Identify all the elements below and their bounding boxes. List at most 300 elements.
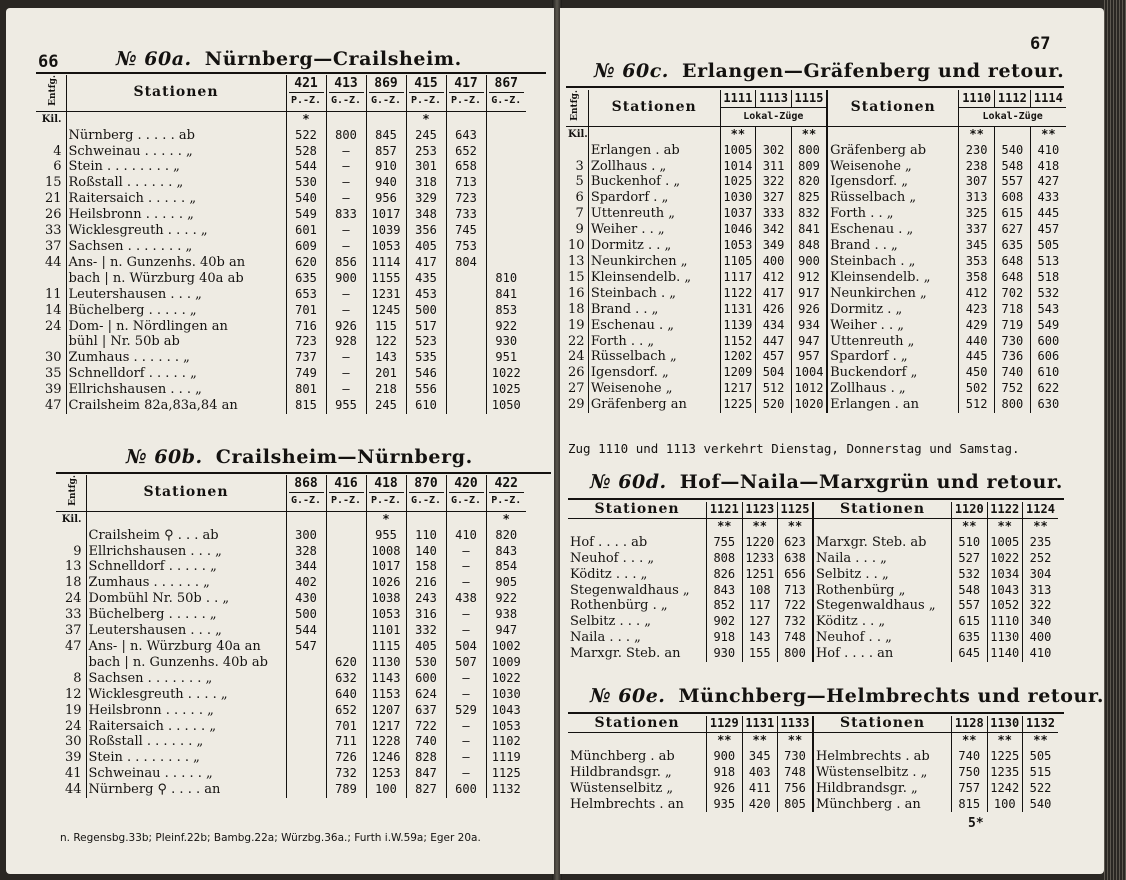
departure-time (286, 766, 326, 782)
departure-time: 307 (959, 174, 995, 190)
departure-time: 1153 (366, 687, 406, 703)
table-row (36, 382, 526, 398)
table-row (568, 598, 1058, 614)
departure-time: 427 (1030, 174, 1066, 190)
departure-time: — (326, 239, 366, 255)
departure-time: 740 (406, 734, 446, 750)
departure-time: 235 (1022, 535, 1058, 551)
stations-label: Stationen (839, 502, 926, 517)
train-number: 1129 (707, 716, 742, 732)
departure-time: 600 (406, 671, 446, 687)
distance-km: 7 (566, 206, 588, 222)
distance-km: 19 (566, 318, 588, 334)
departure-time: 405 (406, 639, 446, 655)
train-number-header (326, 475, 366, 511)
departure-time: 322 (756, 174, 792, 190)
departure-time: 457 (756, 349, 792, 365)
station-name: Wüstenselbitz . „ (813, 765, 952, 781)
departure-time: 753 (446, 239, 486, 255)
spacer (568, 518, 707, 534)
departure-time: 557 (995, 174, 1031, 190)
departure-time: 313 (1022, 583, 1058, 599)
station-name: bach | n. Gunzenhs. 40b ab (88, 654, 268, 670)
timetable-60a (36, 75, 526, 414)
stations-header (568, 502, 707, 518)
departure-time: 340 (1022, 614, 1058, 630)
left-page (6, 8, 554, 874)
departure-time: 505 (1030, 238, 1066, 254)
station-name: Erlangen . ab (590, 142, 680, 158)
departure-time: 740 (952, 749, 987, 765)
table-row (566, 334, 1066, 350)
table-row (568, 551, 1058, 567)
station-name: Naila . . . „ (570, 630, 641, 646)
departure-time: 640 (326, 687, 366, 703)
departure-time: 304 (1022, 567, 1058, 583)
departure-time: 429 (959, 318, 995, 334)
section-number: № 60d. (590, 471, 667, 493)
departure-time: 520 (756, 397, 792, 413)
train-mark: * (366, 511, 406, 527)
departure-time (446, 366, 486, 382)
departure-time: 158 (406, 559, 446, 575)
departure-time: 243 (406, 591, 446, 607)
train-number: 1120 (952, 502, 987, 518)
departure-time: 517 (406, 319, 446, 335)
departure-time: 635 (995, 238, 1031, 254)
station-name: Zumhaus . . . . . . „ (68, 350, 190, 366)
departure-time: 410 (446, 528, 486, 544)
distance-km: 44 (56, 782, 86, 798)
table-row (36, 191, 526, 207)
departure-time: 1125 (486, 766, 526, 782)
unit-label: Kil. (36, 111, 66, 127)
departure-time: 115 (366, 319, 406, 335)
station-name: Neuhof . . . „ (570, 550, 655, 566)
train-number: 1128 (952, 716, 987, 732)
departure-time: 412 (959, 286, 995, 302)
departure-time: — (446, 607, 486, 623)
station-name: Uttenreuth „ (590, 206, 676, 222)
station-name: Wicklesgreuth . . . . „ (68, 223, 208, 239)
station-name: Spardorf . „ (827, 349, 959, 365)
table-row (568, 614, 1058, 630)
departure-time: 853 (486, 303, 526, 319)
train-number-header (486, 475, 526, 511)
departure-time: 902 (707, 614, 742, 630)
departure-time: 645 (952, 646, 987, 662)
departure-time: 302 (756, 143, 792, 159)
departure-time: 316 (406, 607, 446, 623)
departure-time: — (326, 144, 366, 160)
station-name: Hof . . . . ab (570, 534, 648, 550)
departure-time: 349 (756, 238, 792, 254)
departure-time: 600 (1030, 334, 1066, 350)
departure-time: 500 (406, 303, 446, 319)
station-name: Spardorf . „ (590, 190, 669, 206)
station-name: Köditz . . . „ (570, 566, 648, 582)
station-name: Selbitz . . . „ (570, 614, 651, 630)
departure-time: 327 (756, 190, 792, 206)
station-name: Rüsselbach „ (590, 349, 677, 365)
departure-time: 253 (406, 144, 446, 160)
departure-time: 701 (326, 719, 366, 735)
station-name: Eschenau . „ (827, 222, 959, 238)
departure-time: 453 (406, 287, 446, 303)
station-name: Gräfenberg ab (827, 143, 959, 159)
departure-time: 1225 (987, 749, 1022, 765)
table-row (56, 719, 526, 735)
departure-time: 648 (995, 270, 1031, 286)
distance-km: 15 (36, 175, 66, 191)
train-type: P.-Z. (369, 492, 404, 509)
departure-time: — (446, 766, 486, 782)
distance-km: 24 (56, 591, 86, 607)
departure-time: 325 (959, 206, 995, 222)
entf-header: Entfg. (56, 475, 86, 511)
page-number: 67 (1030, 34, 1051, 54)
station-name: Kleinsendelb. „ (590, 269, 692, 285)
departure-time: 808 (707, 551, 742, 567)
station-name: Marxgr. Steb. an (570, 646, 681, 662)
section-number: № 60e. (590, 685, 666, 707)
table-row (566, 349, 1066, 365)
departure-time: 800 (791, 143, 827, 159)
departure-time: 412 (756, 270, 792, 286)
departure-time: 411 (742, 781, 777, 797)
stations-label: Stationen (594, 502, 680, 517)
departure-time: 955 (326, 398, 366, 414)
train-type: P.-Z. (449, 92, 484, 109)
route-title: Nürnberg—Crailsheim. (204, 48, 462, 70)
station-name: Helmbrechts . ab (813, 749, 952, 765)
departure-time: 1225 (720, 397, 756, 413)
station-name: Crailsheim ⚲ . . . ab (88, 527, 219, 543)
departure-time: 918 (707, 765, 742, 781)
section-title-60e (590, 685, 1104, 707)
departure-time: 405 (406, 239, 446, 255)
train-mark (486, 111, 526, 127)
departure-time: 828 (406, 750, 446, 766)
departure-time: 638 (778, 551, 813, 567)
stations-label: Stationen (611, 98, 697, 115)
departure-time: 620 (326, 655, 366, 671)
departure-time: 1102 (486, 734, 526, 750)
departure-time: 512 (959, 397, 995, 413)
departure-time: 847 (406, 766, 446, 782)
train-number: 1114 (1030, 90, 1066, 108)
departure-time (486, 159, 526, 175)
departure-time: 622 (1030, 381, 1066, 397)
table-row (36, 128, 526, 144)
departure-time: 527 (952, 551, 987, 567)
train-number-header (406, 75, 446, 111)
station-name: bach | n. Würzburg 40a ab (68, 270, 244, 286)
departure-time: 637 (406, 703, 446, 719)
departure-time: 1217 (720, 381, 756, 397)
departure-time: 1132 (486, 782, 526, 798)
departure-time (286, 734, 326, 750)
departure-time: 755 (707, 535, 742, 551)
departure-time: 1228 (366, 734, 406, 750)
train-mark: ** (791, 126, 827, 142)
table-row (566, 143, 1066, 159)
train-number: 1115 (791, 90, 827, 108)
distance-km: 5 (566, 174, 588, 190)
departure-time: 610 (1030, 365, 1066, 381)
table-row (36, 239, 526, 255)
train-number: 1121 (707, 502, 742, 518)
station-name: Rothenbürg „ (813, 583, 952, 599)
train-mark: ** (742, 518, 777, 534)
station-name: Weisenohe „ (827, 159, 959, 175)
station-name: Ellrichshausen . . . „ (88, 543, 222, 559)
station-name: Nürnberg ⚲ . . . . an (88, 782, 221, 798)
departure-time: 733 (446, 207, 486, 223)
distance-km: 14 (36, 303, 66, 319)
departure-time: 900 (707, 749, 742, 765)
departure-time: 701 (286, 303, 326, 319)
departure-time: 726 (326, 750, 366, 766)
distance-km: 8 (56, 671, 86, 687)
departure-time: — (326, 223, 366, 239)
unit-label: Kil. (56, 511, 86, 527)
station-name: Erlangen . an (827, 397, 959, 413)
station-name: Buckendorf „ (827, 365, 959, 381)
station-name: Büchelberg . . . . . „ (68, 302, 197, 318)
departure-time: 752 (995, 381, 1031, 397)
departure-time: 740 (995, 365, 1031, 381)
departure-time: 540 (995, 143, 1031, 159)
station-name: Leutershausen . . . „ (68, 286, 202, 302)
table-row (566, 397, 1066, 413)
station-name: Eschenau . „ (590, 317, 674, 333)
table-row (56, 591, 526, 607)
departure-time: 1235 (987, 765, 1022, 781)
table-row (56, 655, 526, 671)
departure-time: 430 (286, 591, 326, 607)
train-number: 420 (454, 476, 478, 492)
departure-time: 809 (791, 159, 827, 175)
train-number-header (286, 475, 326, 511)
departure-time: 333 (756, 206, 792, 222)
distance-km: 33 (56, 607, 86, 623)
departure-time: 900 (791, 254, 827, 270)
train-mark: ** (1030, 126, 1066, 142)
departure-time (486, 175, 526, 191)
departure-time: 438 (446, 591, 486, 607)
footnote: n. Regensbg.33b; Pleinf.22b; Bambg.22a; Würzbg.36a.; Furth i.W.59a; Eger 20a. (60, 832, 481, 844)
station-name: Zumhaus . . . . . . „ (88, 575, 210, 591)
departure-time: 748 (778, 630, 813, 646)
departure-time: 749 (286, 366, 326, 382)
departure-time (446, 398, 486, 414)
station-name: Sachsen . . . . . . . „ (68, 239, 193, 255)
departure-time: 845 (366, 128, 406, 144)
departure-time: 926 (326, 319, 366, 335)
departure-time: 854 (486, 559, 526, 575)
departure-time: — (326, 191, 366, 207)
train-mark (756, 126, 792, 142)
departure-time: — (326, 303, 366, 319)
station-name: Roßstall . . . . . . „ (68, 175, 184, 191)
departure-time: 328 (286, 544, 326, 560)
departure-time: 652 (446, 144, 486, 160)
departure-time: 529 (446, 703, 486, 719)
departure-time: 656 (778, 567, 813, 583)
train-mark: ** (778, 732, 813, 748)
departure-time: 643 (446, 128, 486, 144)
station-name: Rothenbürg . „ (570, 598, 668, 614)
stations-header: Stationen (86, 475, 286, 511)
station-name: Münchberg . an (813, 797, 952, 813)
departure-time: 632 (326, 671, 366, 687)
stations-header (588, 90, 720, 126)
departure-time: 841 (486, 287, 526, 303)
page-number: 66 (38, 52, 59, 72)
departure-time: — (446, 687, 486, 703)
table-row (36, 398, 526, 414)
table-row (566, 254, 1066, 270)
departure-time: 1020 (791, 397, 827, 413)
departure-time: — (446, 544, 486, 560)
table-row (36, 271, 526, 287)
departure-time: 549 (1030, 318, 1066, 334)
train-mark: ** (952, 518, 987, 534)
departure-time: 528 (286, 144, 326, 160)
departure-time: 800 (326, 128, 366, 144)
departure-time: 719 (995, 318, 1031, 334)
departure-time: 658 (446, 159, 486, 175)
station-name: bühl | Nr. 50b ab (68, 334, 180, 350)
departure-time: 1030 (486, 687, 526, 703)
train-type: Lokal-Züge (720, 108, 827, 126)
departure-time: 1231 (366, 287, 406, 303)
departure-time: 748 (778, 765, 813, 781)
unit-row (36, 111, 526, 127)
train-number: 869 (374, 76, 398, 92)
service-note: Zug 1110 und 1113 verkehrt Dienstag, Donnerstag und Samstag. (568, 441, 1020, 456)
departure-time: — (446, 734, 486, 750)
departure-time (486, 144, 526, 160)
departure-time: 556 (406, 382, 446, 398)
departure-time: 648 (995, 254, 1031, 270)
train-type: G.-Z. (409, 492, 444, 509)
departure-time: 522 (1022, 781, 1058, 797)
train-number: 868 (294, 476, 318, 492)
departure-time: 1131 (720, 302, 756, 318)
distance-km: 15 (566, 270, 588, 286)
distance-km: 12 (56, 687, 86, 703)
train-number: 421 (294, 76, 318, 92)
departure-time: 615 (995, 206, 1031, 222)
departure-time: 852 (707, 598, 742, 614)
distance-km (566, 143, 588, 159)
train-mark (446, 111, 486, 127)
marks-row (568, 732, 1058, 748)
departure-time: 1038 (366, 591, 406, 607)
spacer (813, 518, 952, 534)
train-type: P.-Z. (289, 92, 324, 109)
train-number-header (446, 475, 486, 511)
departure-time (326, 544, 366, 560)
departure-time: 1030 (720, 190, 756, 206)
departure-time: 1014 (720, 159, 756, 175)
departure-time: 606 (1030, 349, 1066, 365)
timetable-60d (568, 502, 1058, 662)
section-title-60b (126, 446, 473, 468)
departure-time: 500 (286, 607, 326, 623)
departure-time: 623 (778, 535, 813, 551)
table-row (566, 159, 1066, 175)
route-title: Crailsheim—Nürnberg. (215, 446, 473, 468)
departure-time (446, 287, 486, 303)
departure-time: 548 (952, 583, 987, 599)
departure-time: 926 (707, 781, 742, 797)
station-name: Heilsbronn . . . . . „ (88, 702, 214, 718)
departure-time (486, 207, 526, 223)
departure-time (286, 671, 326, 687)
departure-time: 417 (756, 286, 792, 302)
station-name: Stegenwaldhaus „ (570, 582, 690, 598)
departure-time (446, 350, 486, 366)
departure-time: 810 (486, 271, 526, 287)
departure-time: 440 (959, 334, 995, 350)
departure-time: 543 (1030, 302, 1066, 318)
table-row (566, 286, 1066, 302)
departure-time: 1130 (987, 630, 1022, 646)
departure-time: — (446, 559, 486, 575)
departure-time: 1202 (720, 349, 756, 365)
distance-km: 44 (36, 255, 66, 271)
table-row (56, 782, 526, 798)
table-row (36, 303, 526, 319)
station-name: Ans- | n. Gunzenhs. 40b an (68, 254, 246, 270)
station-name: Heilsbronn . . . . . „ (68, 207, 194, 223)
departure-time: 934 (791, 318, 827, 334)
departure-time: 917 (791, 286, 827, 302)
train-type: P.-Z. (409, 92, 444, 109)
table-row (56, 671, 526, 687)
rule (566, 86, 1064, 88)
departure-time: 827 (406, 782, 446, 798)
departure-time (326, 607, 366, 623)
departure-time: 1117 (720, 270, 756, 286)
distance-km: 3 (566, 159, 588, 175)
route-title: Erlangen—Gräfenberg und retour. (682, 60, 1065, 82)
departure-time: 400 (1022, 630, 1058, 646)
distance-km: 19 (56, 703, 86, 719)
distance-km (36, 128, 66, 144)
departure-time: 332 (406, 623, 446, 639)
train-mark: ** (959, 126, 995, 142)
departure-time (286, 703, 326, 719)
departure-time: 410 (1022, 646, 1058, 662)
departure-time: 143 (742, 630, 777, 646)
departure-time: 546 (406, 366, 446, 382)
table-row (36, 287, 526, 303)
departure-time: 1043 (486, 703, 526, 719)
departure-time: 653 (286, 287, 326, 303)
departure-time: 1110 (987, 614, 1022, 630)
departure-time: 513 (1030, 254, 1066, 270)
train-number: 415 (414, 76, 438, 92)
departure-time: 926 (791, 302, 827, 318)
table-row (566, 365, 1066, 381)
departure-time: 722 (778, 598, 813, 614)
departure-time (446, 271, 486, 287)
departure-time: 417 (406, 255, 446, 271)
